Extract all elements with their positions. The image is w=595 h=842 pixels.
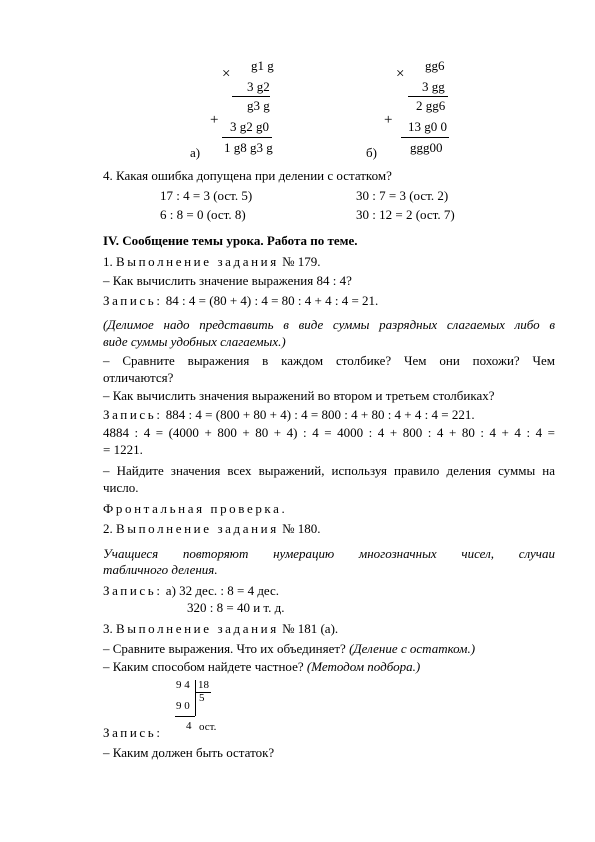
compare-2: – Сравните выражения. Что их объединяет? (Деление с остатком.) [103, 641, 476, 656]
mult-b-prod2: 13 g0 0 [408, 119, 447, 134]
mult-b-row1: gg6 [425, 58, 445, 73]
zapis-3a: 4884 : 4 = (4000 + 800 + 80 + 4) : 4 = 4000 : 4 + 800 : 4 + 80 : 4 + 4 : 4 = [103, 425, 555, 440]
mult-a-row2: 3 g2 [247, 79, 270, 94]
mult-b-row2: 3 gg [422, 79, 445, 94]
compare-1: – Сравните выражения в каждом столбике? Чем они похожи? Чем [103, 353, 555, 368]
mult-a-row1: g1 g [251, 58, 274, 73]
note-1b: виде суммы удобных слагаемых.) [103, 334, 286, 349]
subtract-rule [175, 716, 195, 717]
compare-1b: отличаются? [103, 370, 174, 385]
zapis-1: Запись: 84 : 4 = (80 + 4) : 4 = 80 : 4 + 4 : 4 = 21. [103, 293, 379, 308]
find-values: – Найдите значения всех выражений, используя правило деления суммы на [103, 463, 555, 478]
note-1: (Делимое надо представить в виде суммы разрядных слагаемых либо в [103, 317, 555, 332]
section-heading: IV. Сообщение темы урока. Работа по теме. [103, 233, 358, 248]
mult-a-prod2: 3 g2 g0 [230, 119, 269, 134]
quotient-method: – Каким способом найдете частное? (Методом подбора.) [103, 659, 421, 674]
mult-b-prod1: 2 gg6 [416, 98, 446, 113]
q4-left-1: 17 : 4 = 3 (ост. 5) [160, 188, 253, 203]
frontal-check: Фронтальная проверка. [103, 501, 288, 516]
q4-right-1: 30 : 7 = 3 (ост. 2) [356, 188, 449, 203]
q4-right-2: 30 : 12 = 2 (ост. 7) [356, 207, 455, 222]
task-181-heading: 3. Выполнение задания № 181 (а). [103, 621, 339, 636]
division-bar [195, 680, 196, 716]
question-84: – Как вычислить значение выражения 84 : 4? [103, 273, 352, 288]
subtrahend: 9 0 [176, 700, 190, 712]
question-columns: – Как вычислить значения выражений во втором и третьем столбиках? [103, 388, 495, 403]
rule [232, 96, 270, 97]
quotient: 5 [199, 692, 205, 704]
remainder: 4 [186, 720, 192, 732]
remainder-label: ост. [199, 721, 217, 733]
remainder-question: – Каким должен быть остаток? [103, 745, 275, 760]
zapis-5-label: Запись: [103, 725, 163, 740]
q4-title: 4. Какая ошибка допущена при делении с остатком? [103, 168, 392, 183]
divisor: 18 [198, 679, 209, 691]
zapis-2: Запись: 884 : 4 = (800 + 80 + 4) : 4 = 800 : 4 + 80 : 4 + 4 : 4 = 221. [103, 407, 475, 422]
q4-left-2: 6 : 8 = 0 (ост. 8) [160, 207, 246, 222]
rule [408, 96, 448, 97]
task-180-heading: 2. Выполнение задания № 180. [103, 521, 321, 536]
mult-a-result: 1 g8 g3 g [224, 140, 273, 155]
zapis-4: Запись: а) 32 дес. : 8 = 4 дес. [103, 583, 280, 598]
dividend: 9 4 [176, 679, 190, 691]
zapis-3b: = 1221. [103, 442, 143, 457]
mult-a-label: а) [190, 145, 201, 160]
mult-a-prod1: g3 g [247, 98, 270, 113]
mult-b-label: б) [366, 145, 377, 160]
plus-sign: + [210, 112, 219, 128]
rule [222, 137, 272, 138]
zapis-4b: 320 : 8 = 40 и т. д. [187, 600, 285, 615]
students-note: Учащиеся повторяют нумерацию многозначных чисел, случаи [103, 546, 555, 561]
times-sign: × [396, 66, 405, 82]
rule [401, 137, 449, 138]
plus-sign: + [384, 112, 393, 128]
mult-b-result: ggg00 [410, 140, 443, 155]
times-sign: × [222, 66, 231, 82]
students-note-b: табличного деления. [103, 562, 218, 577]
task-179-heading: 1. Выполнение задания № 179. [103, 254, 321, 269]
find-values-b: число. [103, 480, 139, 495]
